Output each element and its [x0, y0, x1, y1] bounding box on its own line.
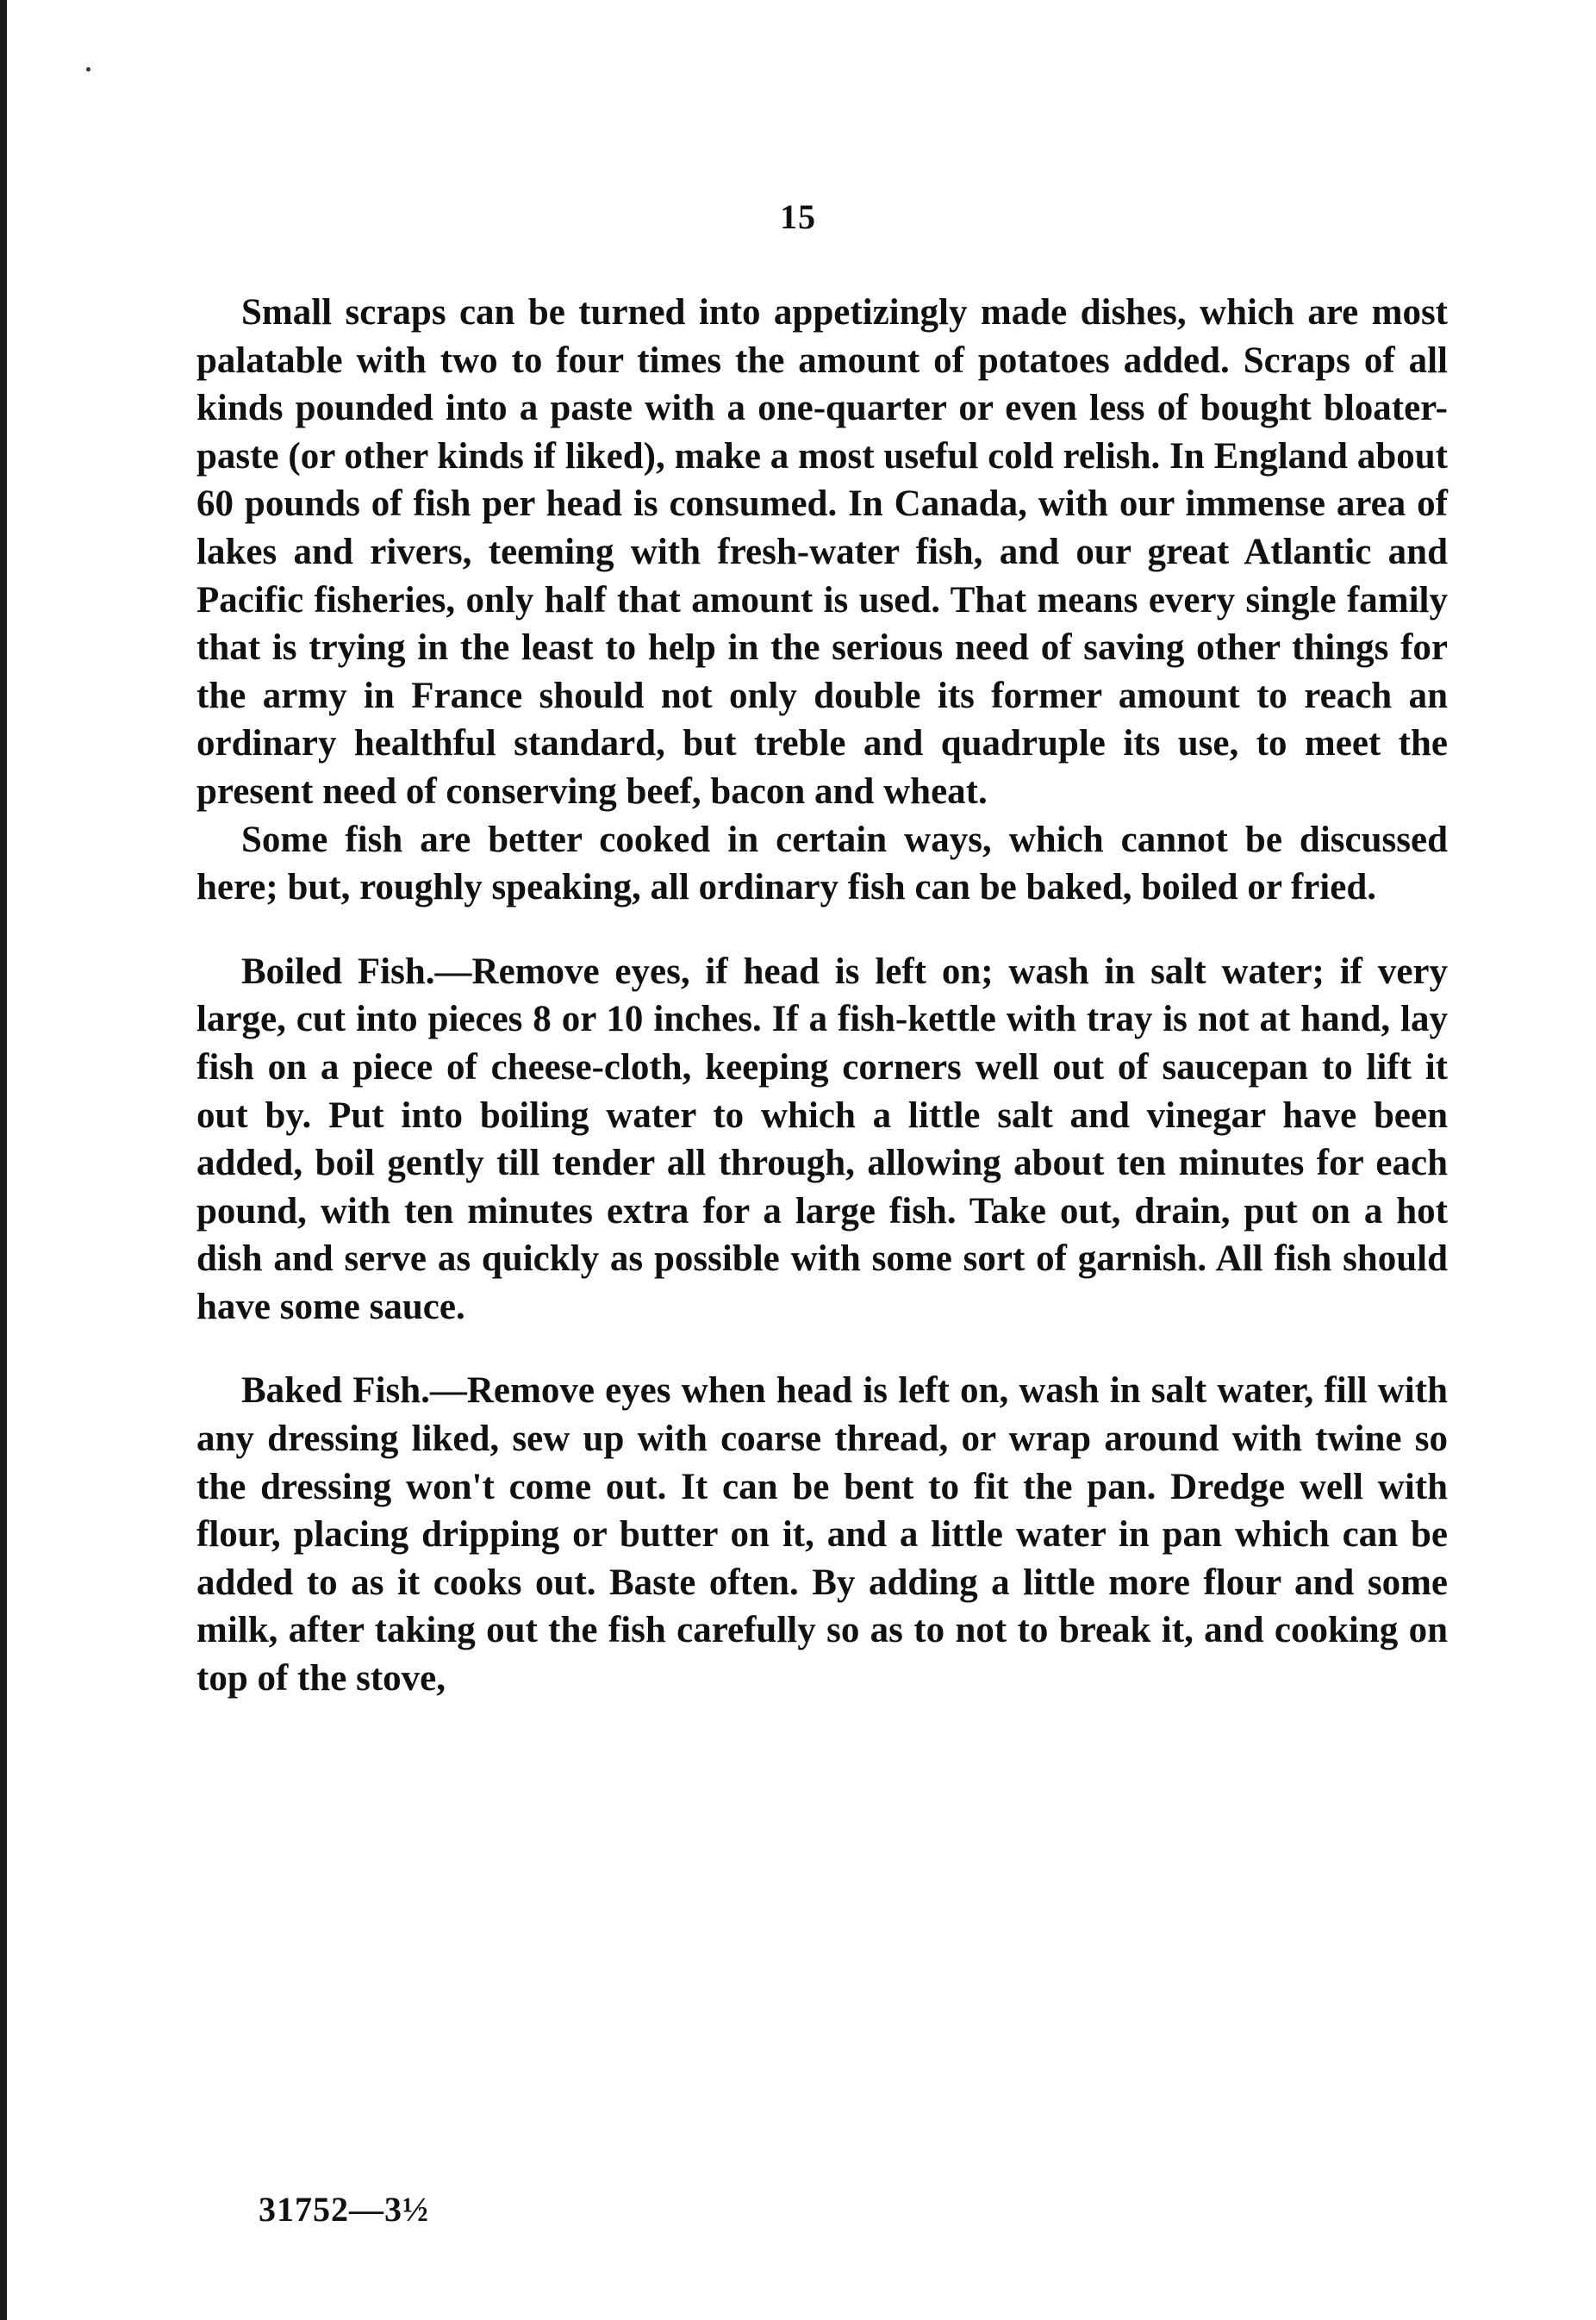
- paragraph-text: —Remove eyes when head is left on, wash in salt water, fill with any dressing liked, sew up with coarse thread, or wrap around with twine so the dressing won't come out. It can be bent to fit the pan. Dredge well with flour, placing dripping or butter on it, and a little water in pan which can be added to as it cooks out. Baste often. By adding a little more flour and some milk, after taking out the fish carefully so as to not to break it, and cooking on top of the stove,: [196, 1370, 1448, 1699]
- section-heading-baked-fish: Baked Fish.: [241, 1370, 430, 1412]
- binding-edge: [0, 0, 7, 2320]
- paragraph-boiled-fish: [196, 948, 1448, 1332]
- paragraph-text: Some fish are better cooked in certain ways, which cannot be discussed here; but, roughly speaking, all ordinary fish can be baked, boiled or fried.: [196, 819, 1448, 908]
- body-text: [196, 289, 1448, 1703]
- scan-speck: [86, 67, 90, 72]
- paragraph-text: —Remove eyes, if head is left on; wash in salt water; if very large, cut into pieces 8 or 10 inches. If a fish-kettle with tray is not at hand, lay fish on a piece of cheese-cloth, keeping corners well out of saucepan to lift it out by. Put into boiling water to which a little salt and vinegar have been added, boil gently till tender all through, allowing about ten minutes for each pound, with ten minutes extra for a large fish. Take out, drain, put on a hot dish and serve as quickly as possible with some sort of garnish. All fish should have some sauce.: [196, 951, 1448, 1327]
- printer-signature-code: 31752—3½: [259, 2190, 429, 2229]
- page-number: 15: [780, 197, 816, 236]
- paragraph-scraps: [196, 289, 1448, 816]
- paragraph-baked-fish: [196, 1367, 1448, 1702]
- paragraph-cooking-methods: [196, 816, 1448, 912]
- paragraph-text: Small scraps can be turned into appetizingly made dishes, which are most palatable with two to four times the amount of potatoes added. Scraps of all kinds pounded into a paste with a one-quarter or even less of bought bloater-paste (or other kinds if liked), make a most useful cold relish. In England about 60 pounds of fish per head is consumed. In Canada, with our immense area of lakes and rivers, teeming with fresh-water fish, and our great Atlantic and Pacific fisheries, only half that amount is used. That means every single family that is trying in the least to help in the serious need of saving other things for the army in France should not only double its former amount to reach an ordinary healthful standard, but treble and quadruple its use, to meet the present need of conserving beef, bacon and wheat.: [196, 292, 1448, 812]
- section-heading-boiled-fish: Boiled Fish.: [241, 951, 435, 992]
